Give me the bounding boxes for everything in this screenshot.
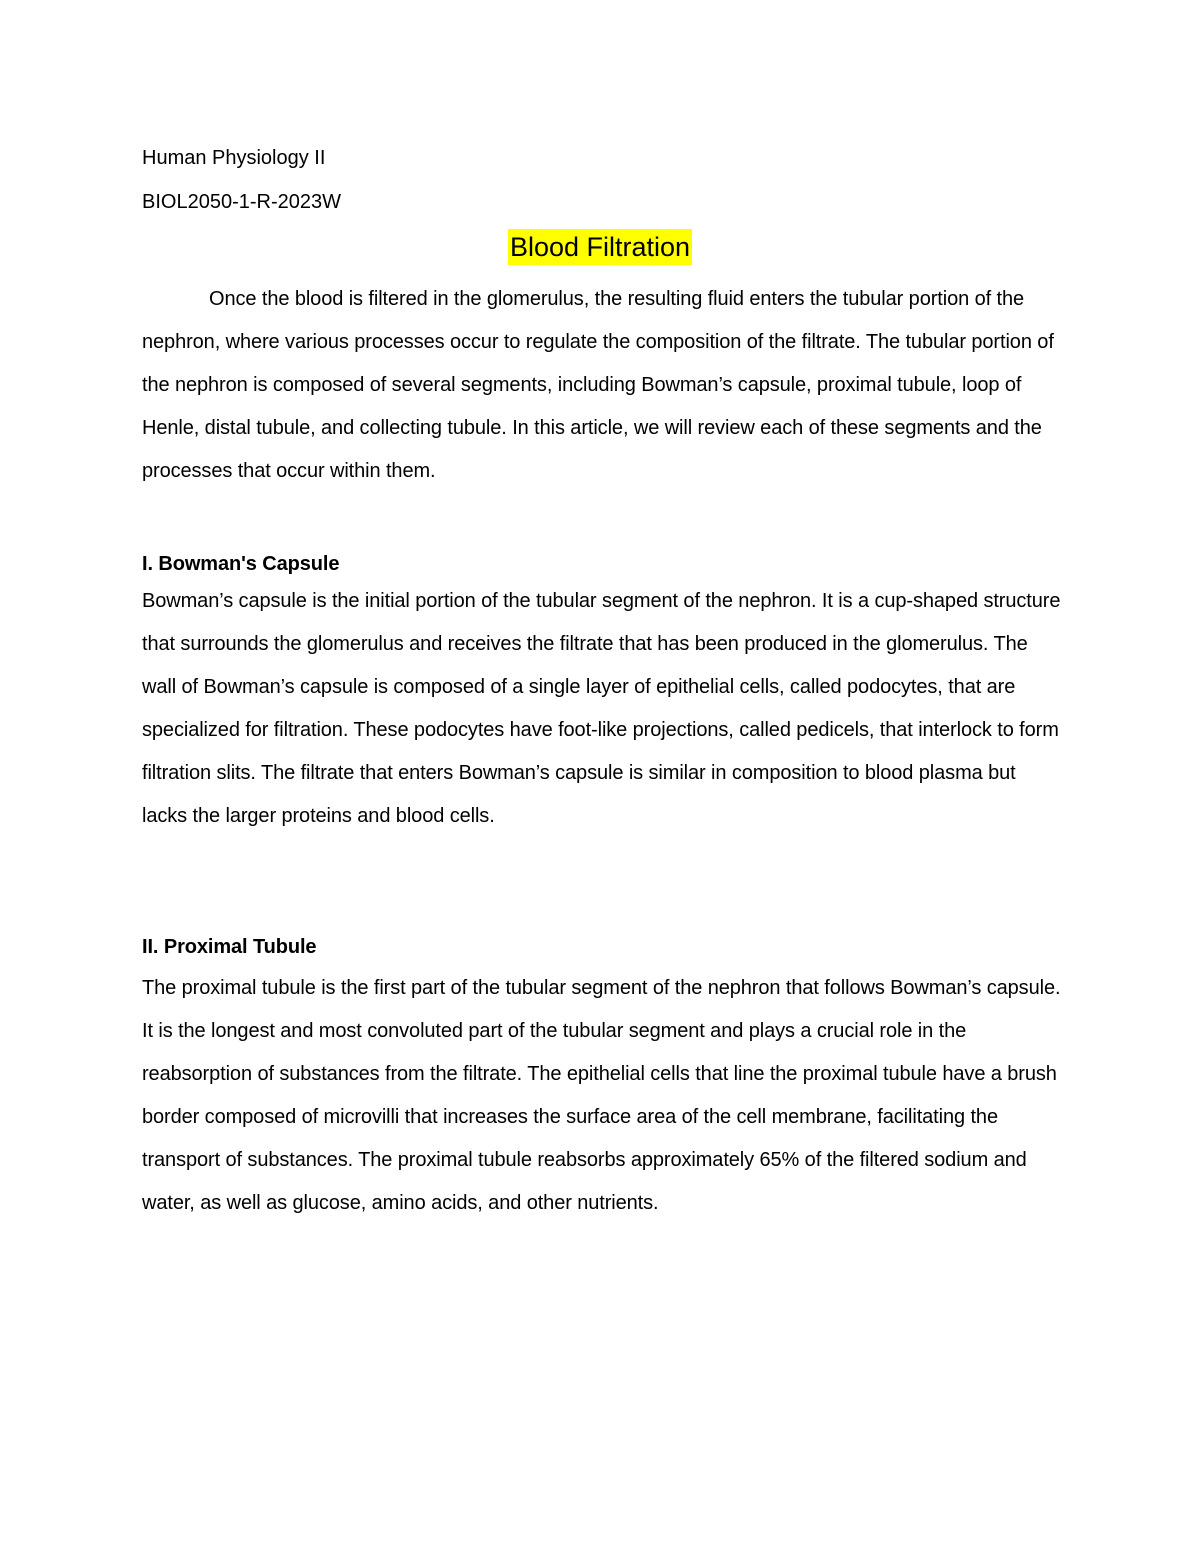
course-name: Human Physiology II bbox=[142, 147, 326, 169]
intro-paragraph: Once the blood is filtered in the glomerulus, the resulting fluid enters the tubular portion of the nephron, where various processes occur to regulate the composition of the filtrate. The tubular portion of the nephron is composed of several segments, including Bowman’s capsule, proximal tubule, loop of Henle, distal tubule, and collecting tubule. In this article, we will review each of these segments and the processes that occur within them. bbox=[142, 288, 1054, 482]
section-heading-proximal-tubule: II. Proximal Tubule bbox=[142, 936, 317, 958]
document-title: Blood Filtration bbox=[508, 229, 692, 265]
section-body-bowmans-capsule: Bowman’s capsule is the initial portion of the tubular segment of the nephron. It is a cup-shaped structure that surrounds the glomerulus and receives the filtrate that has been produced in the glomerulus. The wall of Bowman’s capsule is composed of a single layer of epithelial cells, called podocytes, that are specialized for filtration. These podocytes have foot-like projections, called pedicels, that interlock to form filtration slits. The filtrate that enters Bowman’s capsule is similar in composition to blood plasma but lacks the larger proteins and blood cells. bbox=[142, 590, 1061, 827]
section-heading-bowmans-capsule: I. Bowman's Capsule bbox=[142, 553, 340, 575]
course-code: BIOL2050-1-R-2023W bbox=[142, 191, 341, 213]
section-body-proximal-tubule: The proximal tubule is the first part of the tubular segment of the nephron that follows Bowman’s capsule. It is the longest and most convoluted part of the tubular segment and plays a crucial role in the reabsorption of substances from the filtrate. The epithelial cells that line the proximal tubule have a brush border composed of microvilli that increases the surface area of the cell membrane, facilitating the transport of substances. The proximal tubule reabsorbs approximately 65% of the filtered sodium and water, as well as glucose, amino acids, and other nutrients. bbox=[142, 977, 1061, 1214]
title-container bbox=[0, 229, 1200, 265]
